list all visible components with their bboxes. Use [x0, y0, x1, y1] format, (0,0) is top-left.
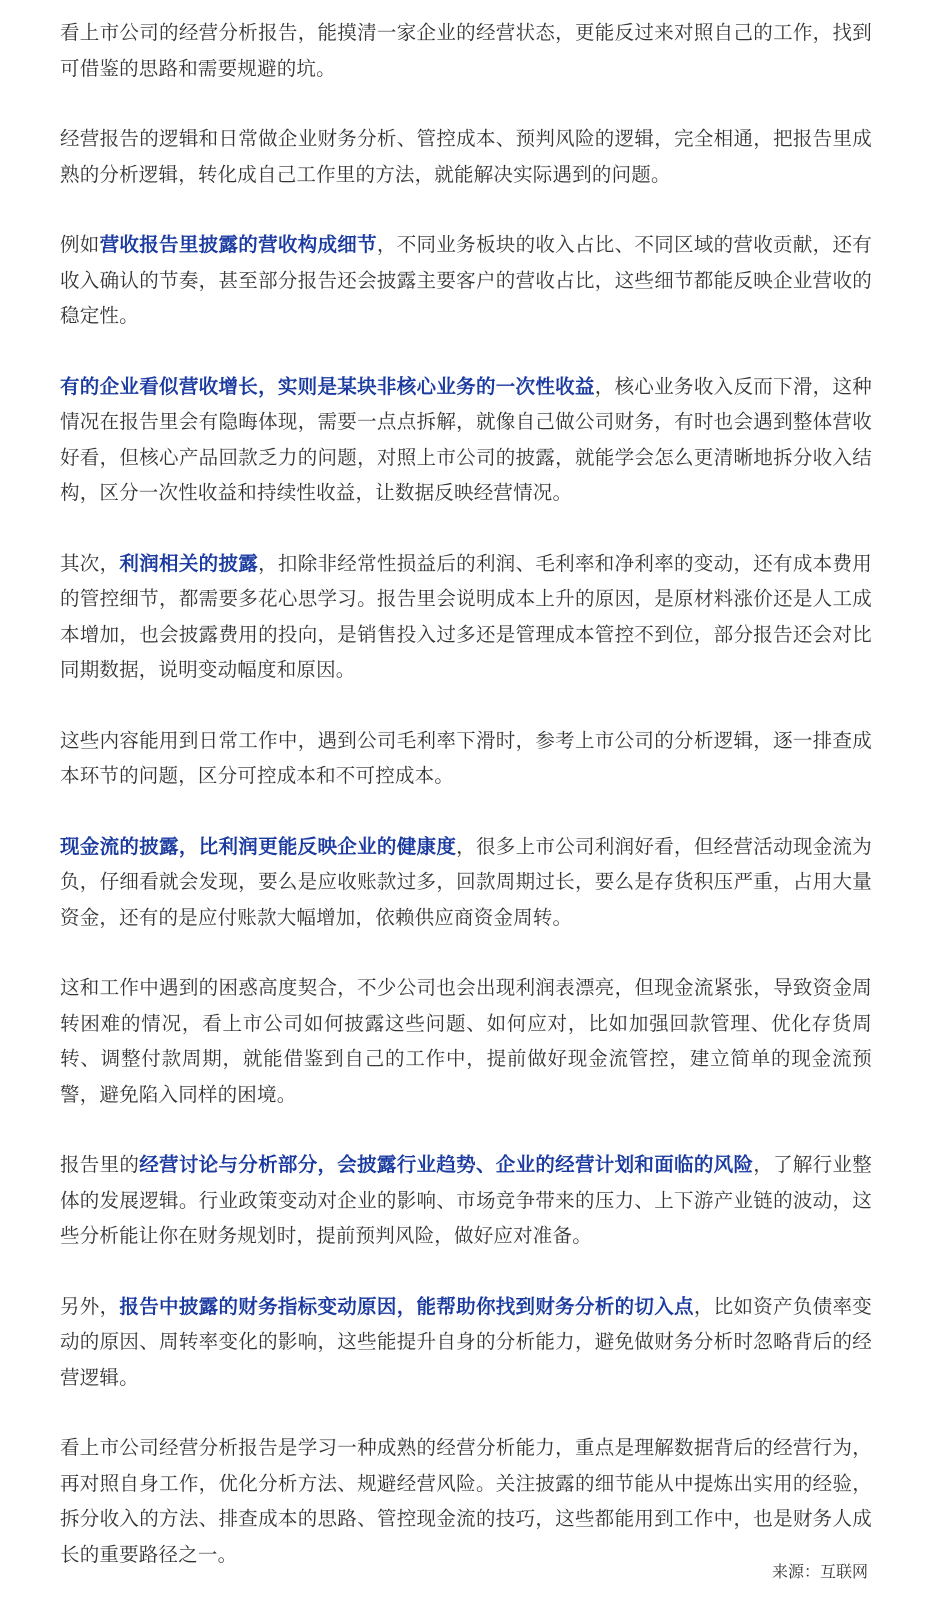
paragraph-2: [60, 121, 872, 192]
paragraph-text: 这些内容能用到日常工作中，遇到公司毛利率下滑时，参考上市公司的分析逻辑，逐一排查成本环节的问题，区分可控成本和不可控成本。: [60, 728, 872, 787]
paragraph-text: 经营报告的逻辑和日常做企业财务分析、管控成本、预判风险的逻辑，完全相通，把报告里成熟的分析逻辑，转化成自己工作里的方法，就能解决实际遇到的问题。: [60, 127, 872, 186]
paragraph-1: [60, 15, 872, 86]
highlight-text: 报告中披露的财务指标变动原因，能帮助你找到财务分析的切入点: [119, 1294, 694, 1318]
paragraph-text: 这和工作中遇到的困惑高度契合，不少公司也会出现利润表漂亮，但现金流紧张，导致资金周转困难的情况，看上市公司如何披露这些问题、如何应对，比如加强回款管理、优化存货周转、调整付款周期，就能借鉴到自己的工作中，提前做好现金流管控，建立简单的现金流预警，避免陷入同样的困境。: [60, 976, 872, 1106]
paragraph-4: [60, 369, 872, 511]
paragraph-text: 看上市公司经营分析报告是学习一种成熟的经营分析能力，重点是理解数据背后的经营行为，再对照自身工作，优化分析方法、规避经营风险。关注披露的细节能从中提炼出实用的经验，拆分收入的方法、排查成本的思路、管控现金流的技巧，这些都能用到工作中，也是财务人成长的重要路径之一。: [60, 1436, 872, 1566]
paragraph-text: ，比如资产负债率变动的原因、周转率变化的影响，这些能提升自身的分析能力，避免做财务分析时忽略背后的经营逻辑。: [60, 1294, 872, 1389]
source-attribution: 来源：互联网: [771, 1562, 868, 1581]
highlight-text: 经营讨论与分析部分，会披露行业趋势、企业的经营计划和面临的风险: [139, 1153, 754, 1176]
paragraph-text: 另外，: [60, 1294, 120, 1318]
paragraph-text: ，很多上市公司利润好看，但经营活动现金流为负，仔细看就会发现，要么是应收账款过多，回款周期过长，要么是存货积压严重，占用大量资金，还有的是应付账款大幅增加，依赖供应商资金周转。: [60, 834, 872, 929]
paragraph-text: ，不同业务板块的收入占比、不同区域的营收贡献，还有收入确认的节奏，甚至部分报告还会披露主要客户的营收占比，这些细节都能反映企业营收的稳定性。: [60, 233, 872, 327]
paragraph-text: ，了解行业整体的发展逻辑。行业政策变动对企业的影响、市场竞争带来的压力、上下游产业链的波动，这些分析能让你在财务规划时，提前预判风险，做好应对准备。: [60, 1153, 873, 1247]
paragraph-7: [60, 829, 872, 936]
paragraph-text: 看上市公司的经营分析报告，能摸清一家企业的经营状态，更能反过来对照自己的工作，找到可借鉴的思路和需要规避的坑。: [60, 21, 872, 80]
highlight-text: 利润相关的披露: [119, 551, 259, 575]
paragraph-3: [60, 227, 872, 334]
paragraph-5: [60, 546, 872, 688]
paragraph-text: ，扣除非经常性损益后的利润、毛利率和净利率的变动，还有成本费用的管控细节，都需要多花心思学习。报告里会说明成本上升的原因，是原材料涨价还是人工成本增加，也会披露费用的投向，是销售投入过多还是管理成本管控不到位，部分报告还会对比同期数据，说明变动幅度和原因。: [60, 551, 872, 681]
article-body: [60, 15, 872, 1572]
highlight-text: 现金流的披露，比利润更能反映企业的健康度: [60, 834, 457, 858]
paragraph-11: [60, 1430, 872, 1572]
highlight-text: 有的企业看似营收增长，实则是某块非核心业务的一次性收益: [60, 374, 595, 398]
highlight-text: 营收报告里披露的营收构成细节: [99, 233, 377, 256]
paragraph-8: [60, 970, 872, 1112]
paragraph-9: [60, 1147, 872, 1254]
paragraph-text: 报告里的: [60, 1153, 140, 1176]
paragraph-text: 例如: [60, 233, 100, 256]
paragraph-6: [60, 723, 872, 794]
paragraph-text: ，核心业务收入反而下滑，这种情况在报告里会有隐晦体现，需要一点点拆解，就像自己做公司财务，有时也会遇到整体营收好看，但核心产品回款乏力的问题，对照上市公司的披露，就能学会怎么更清晰地拆分收入结构，区分一次性收益和持续性收益，让数据反映经营情况。: [60, 374, 872, 504]
paragraph-text: 其次，: [60, 551, 120, 575]
paragraph-10: [60, 1289, 872, 1396]
